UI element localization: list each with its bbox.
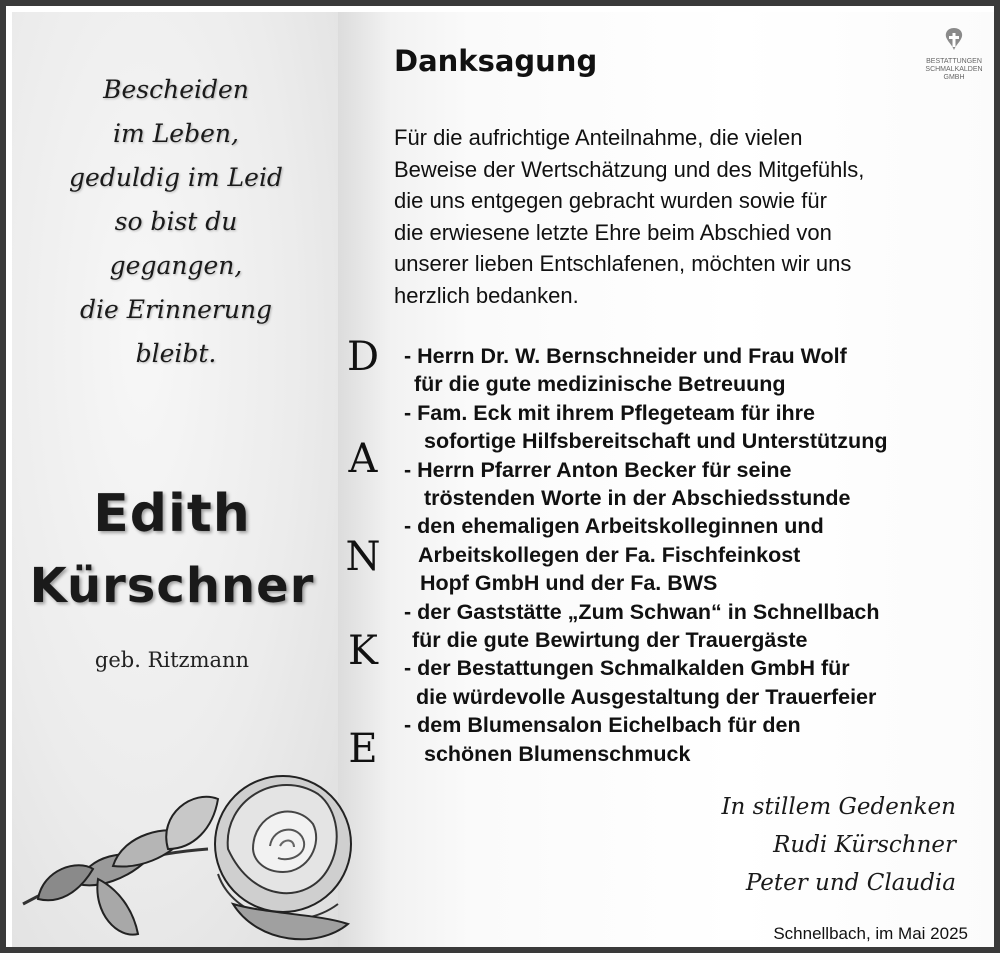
thanks-line: - Herrn Pfarrer Anton Becker für seine [404, 457, 792, 482]
thanks-line: - den ehemaligen Arbeitskolleginnen und [404, 514, 824, 539]
signature-line: In stillem Gedenken [721, 794, 956, 820]
danke-letter: K [348, 628, 378, 674]
intro-line: unserer lieben Entschlafenen, möchten wir uns [394, 251, 852, 276]
memorial-poem [26, 68, 326, 376]
thanks-line: - Herrn Dr. W. Bernschneider und Frau Wolf [404, 344, 847, 368]
thanks-line: für die gute medizinische Betreuung [414, 372, 786, 397]
rose-icon [18, 754, 358, 953]
intro-line: Beweise der Wertschätzung und des Mitgefühls, [394, 156, 865, 182]
funeral-home-logo [918, 24, 990, 82]
thanks-line: tröstenden Worte in der Abschiedsstunde [424, 486, 851, 511]
thanks-line: - Fam. Eck mit ihrem Pflegeteam für ihre [404, 400, 816, 425]
poem-line: im Leben, [113, 119, 239, 148]
signature-line: Peter und Claudia [745, 870, 956, 896]
thanks-line: die würdevolle Ausgestaltung der Trauerfeier [416, 684, 877, 709]
place-and-date: Schnellbach, im Mai 2025 [773, 924, 968, 943]
deceased-first-name: Edith [93, 484, 251, 544]
intro-line: herzlich bedanken. [394, 282, 579, 308]
memorial-logo-icon [939, 24, 969, 54]
thanks-line: schönen Blumenschmuck [424, 741, 691, 766]
poem-line: geduldig im Leid [69, 163, 283, 192]
thanks-line: - dem Blumensalon Eichelbach für den [404, 713, 801, 738]
poem-line: Bescheiden [103, 75, 249, 104]
notice-title: Danksagung [394, 44, 598, 78]
thanks-line: - der Gaststätte „Zum Schwan“ in Schnellbach [404, 599, 880, 624]
logo-line: BESTATTUNGEN [926, 58, 982, 65]
signature-line: Rudi Kürschner [773, 832, 956, 858]
thanks-line: - der Bestattungen Schmalkalden GmbH für [404, 656, 850, 681]
danke-letter: E [348, 726, 378, 772]
thanks-line: Hopf GmbH und der Fa. BWS [420, 571, 718, 596]
poem-line: gegangen, [109, 251, 243, 280]
birth-name: geb. Ritzmann [94, 648, 250, 672]
poem-line: die Erinnerung [79, 295, 273, 324]
logo-line: SCHMALKALDEN [925, 66, 983, 73]
danke-letter: D [346, 334, 380, 380]
thanks-line: Arbeitskollegen der Fa. Fischfeinkost [418, 542, 801, 567]
intro-line: die erwiesene letzte Ehre beim Abschied von [394, 219, 832, 245]
thanks-line: für die gute Bewirtung der Trauergäste [412, 628, 808, 653]
thanks-list [404, 342, 999, 768]
thanks-line: sofortige Hilfsbereitschaft und Unterstützung [424, 429, 888, 454]
poem-line: so bist du [114, 207, 238, 236]
logo-line: GMBH [943, 74, 965, 81]
intro-text [394, 122, 994, 311]
intro-line: Für die aufrichtige Anteilnahme, die vielen [394, 125, 803, 150]
danke-letter: A [348, 436, 378, 482]
danke-letter: N [345, 534, 381, 580]
poem-line: bleibt. [135, 339, 217, 368]
deceased-last-name: Kürschner [29, 558, 315, 614]
intro-line: die uns entgegen gebracht wurden sowie für [394, 188, 827, 213]
